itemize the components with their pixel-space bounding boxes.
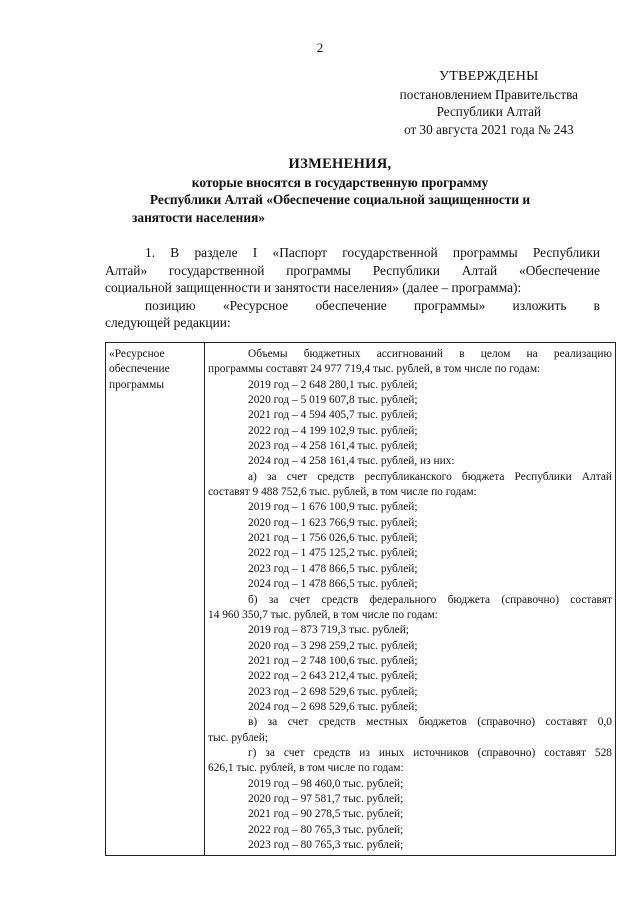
heading-title: ИЗМЕНЕНИЯ, bbox=[288, 156, 392, 172]
heading-line: занятости населения» bbox=[132, 209, 266, 225]
text-line: б) за счет средств федерального бюджета (справочно) составят bbox=[248, 593, 612, 606]
year-line: 2024 год – 4 258 161,4 тыс. рублей, из них: bbox=[248, 455, 455, 468]
heading-line: Республики Алтай «Обеспечение социальной защищенности и bbox=[149, 192, 531, 207]
year-line: 2022 год – 2 643 212,4 тыс. рублей; bbox=[248, 670, 418, 683]
year-line: 2019 год – 98 460,0 тыс. рублей; bbox=[248, 777, 404, 790]
intro-paragraph bbox=[105, 244, 600, 332]
approval-line: постановлением Правительства bbox=[399, 86, 578, 102]
table-cell-label: «Ресурсное обеспечение программы bbox=[106, 343, 205, 856]
text-line: тыс. рублей; bbox=[208, 731, 268, 744]
intro-line: Алтай» государственной программы Республики Алтай «Обеспечение bbox=[105, 262, 600, 278]
table-row bbox=[106, 343, 616, 856]
intro-line: социальной защищенности и занятости населения» (далее – программа): bbox=[105, 280, 522, 295]
year-line: 2021 год – 90 278,5 тыс. рублей; bbox=[248, 808, 404, 821]
text-line: в) за счет средств местных бюджетов (справочно) составят 0,0 bbox=[248, 716, 612, 729]
year-line: 2022 год – 4 199 102,9 тыс. рублей; bbox=[248, 424, 418, 437]
intro-line: 1. В разделе I «Паспорт государственной программы Республики bbox=[145, 245, 600, 260]
text-line: составят 9 488 752,6 тыс. рублей, в том числе по годам: bbox=[208, 486, 477, 499]
year-line: 2020 год – 97 581,7 тыс. рублей; bbox=[248, 792, 404, 805]
year-line: 2023 год – 2 698 529,6 тыс. рублей; bbox=[248, 685, 418, 698]
year-line: 2023 год – 80 765,3 тыс. рублей; bbox=[248, 839, 404, 851]
year-line: 2020 год – 3 298 259,2 тыс. рублей; bbox=[248, 639, 418, 652]
approval-line: Республики Алтай bbox=[436, 104, 542, 119]
approval-block bbox=[400, 68, 578, 138]
text-line: программы составят 24 977 719,4 тыс. рублей, в том числе по годам: bbox=[208, 363, 541, 376]
document-heading bbox=[120, 156, 560, 226]
year-line: 2021 год – 1 756 026,6 тыс. рублей; bbox=[248, 532, 418, 545]
table-cell-content bbox=[205, 343, 616, 856]
text-line: г) за счет средств из иных источников (справочно) составят 528 bbox=[248, 746, 612, 759]
intro-line: следующей редакции: bbox=[105, 315, 231, 330]
year-line: 2023 год – 4 258 161,4 тыс. рублей; bbox=[248, 440, 418, 453]
approval-date-line: от 30 августа 2021 года № 243 bbox=[404, 121, 574, 137]
year-line: 2024 год – 2 698 529,6 тыс. рублей; bbox=[248, 700, 418, 713]
year-line: 2019 год – 2 648 280,1 тыс. рублей; bbox=[248, 378, 418, 391]
year-line: 2021 год – 2 748 100,6 тыс. рублей; bbox=[248, 654, 418, 667]
year-line: 2019 год – 1 676 100,9 тыс. рублей; bbox=[248, 501, 418, 514]
year-line: 2020 год – 5 019 607,8 тыс. рублей; bbox=[248, 394, 418, 407]
year-line: 2022 год – 1 475 125,2 тыс. рублей; bbox=[248, 547, 418, 560]
resource-table bbox=[105, 342, 616, 856]
year-line: 2020 год – 1 623 766,9 тыс. рублей; bbox=[248, 516, 418, 529]
page-number: 2 bbox=[316, 40, 324, 55]
text-line: а) за счет средств республиканского бюджета Республики Алтай bbox=[248, 470, 612, 483]
text-line: 626,1 тыс. рублей, в том числе по годам: bbox=[208, 762, 404, 775]
year-line: 2024 год – 1 478 866,5 тыс. рублей; bbox=[248, 578, 418, 591]
year-line: 2023 год – 1 478 866,5 тыс. рублей; bbox=[248, 562, 418, 575]
text-line: 14 960 350,7 тыс. рублей, в том числе по годам: bbox=[208, 608, 438, 621]
approval-title: УТВЕРЖДЕНЫ bbox=[439, 69, 539, 84]
text-line: Объемы бюджетных ассигнований в целом на реализацию bbox=[248, 348, 612, 360]
year-line: 2022 год – 80 765,3 тыс. рублей; bbox=[248, 823, 404, 836]
heading-line: которые вносятся в государственную программу bbox=[191, 174, 489, 190]
year-line: 2021 год – 4 594 405,7 тыс. рублей; bbox=[248, 409, 418, 422]
intro-line: позицию «Ресурсное обеспечение программы» изложить в bbox=[145, 297, 600, 313]
year-line: 2019 год – 873 719,3 тыс. рублей; bbox=[248, 624, 409, 637]
